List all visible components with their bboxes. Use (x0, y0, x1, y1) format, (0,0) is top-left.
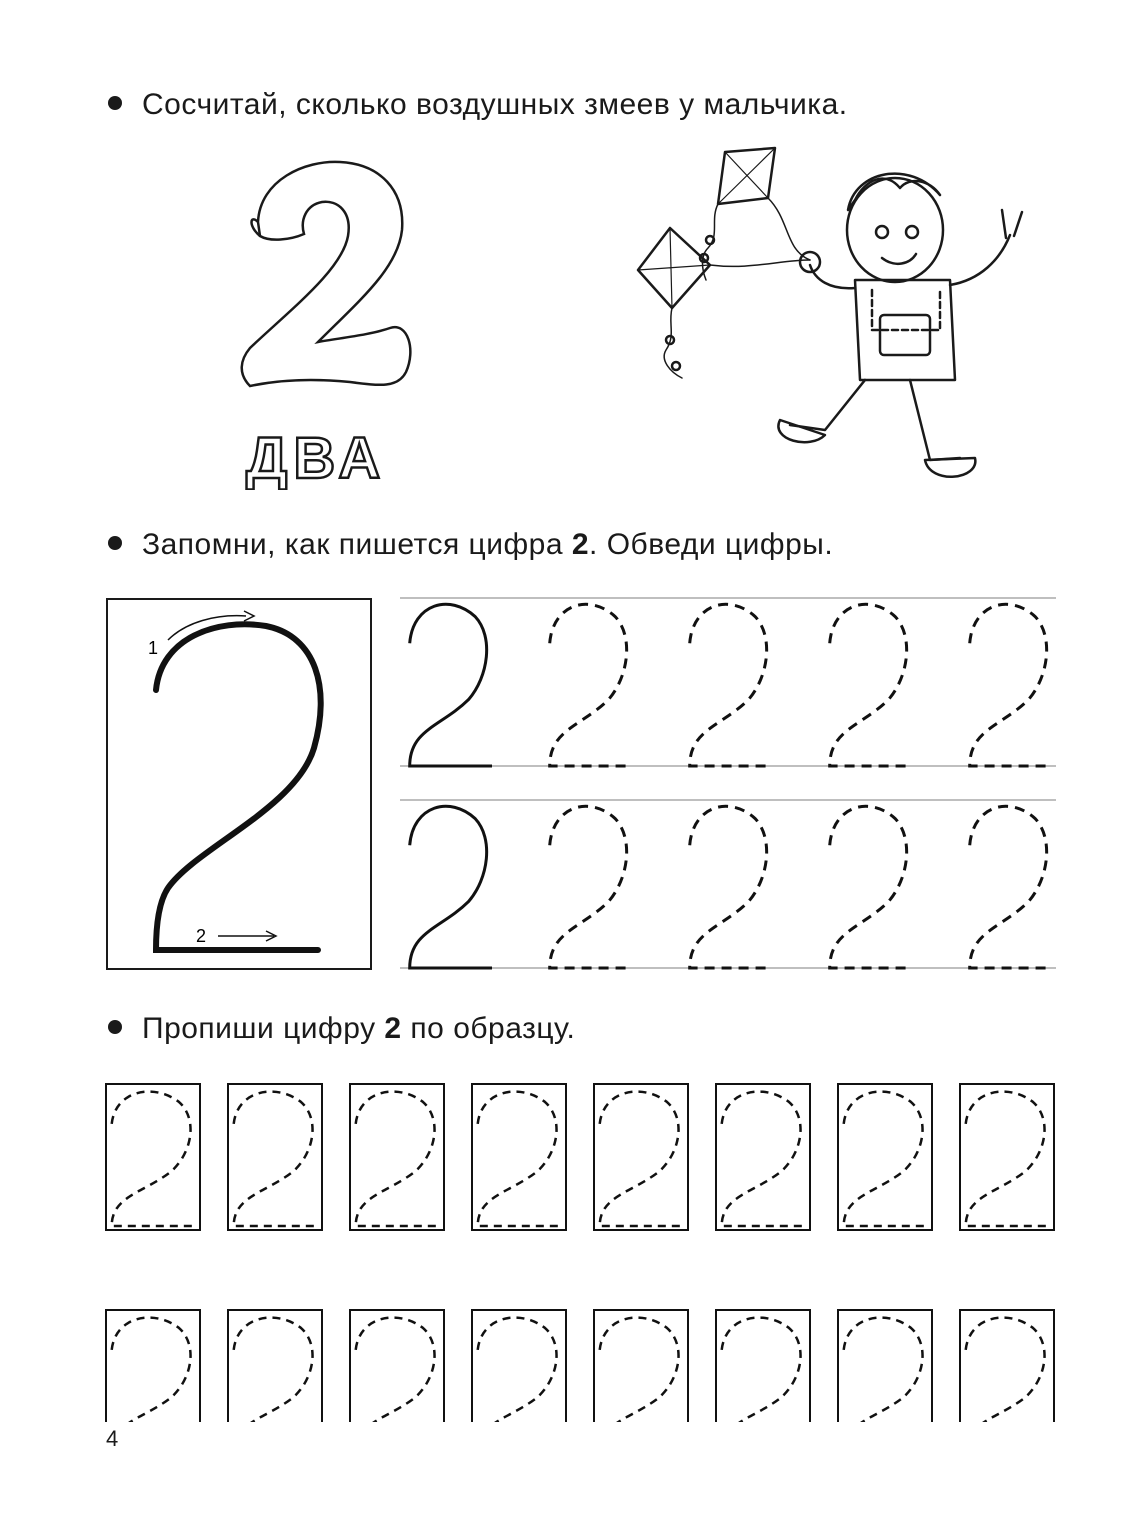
dashed-digit-2 (844, 1318, 928, 1422)
practice-box[interactable] (716, 1084, 810, 1230)
bullet-icon (108, 96, 122, 110)
practice-box[interactable] (472, 1084, 566, 1230)
practice-box[interactable] (228, 1310, 322, 1422)
practice-box-frame (594, 1310, 688, 1422)
practice-box[interactable] (228, 1084, 322, 1230)
practice-box-frame (960, 1310, 1054, 1422)
practice-box[interactable] (838, 1084, 932, 1230)
practice-box[interactable] (838, 1310, 932, 1422)
practice-box-frame (716, 1084, 810, 1230)
practice-box[interactable] (960, 1084, 1054, 1230)
dashed-digit-2[interactable] (830, 806, 912, 968)
dashed-digit-2 (844, 1092, 928, 1226)
dashed-digit-2 (600, 1092, 684, 1226)
practice-box[interactable] (350, 1084, 444, 1230)
dashed-digit-2 (478, 1092, 562, 1226)
dashed-digit-2[interactable] (550, 806, 632, 968)
practice-box-frame (594, 1084, 688, 1230)
dashed-digit-2 (356, 1092, 440, 1226)
dashed-digit-2 (600, 1318, 684, 1422)
dashed-digit-2[interactable] (970, 604, 1052, 766)
practice-box-frame (472, 1310, 566, 1422)
dashed-digit-2 (722, 1318, 806, 1422)
practice-box-frame (106, 1310, 200, 1422)
practice-box-frame (960, 1084, 1054, 1230)
practice-box[interactable] (472, 1310, 566, 1422)
practice-box-frame (838, 1084, 932, 1230)
word-dva (240, 420, 430, 490)
practice-box-frame (838, 1310, 932, 1422)
practice-box[interactable] (594, 1310, 688, 1422)
practice-box-frame (716, 1310, 810, 1422)
sample-digit-2 (410, 604, 492, 766)
word-dva-text: ДВА (246, 426, 387, 490)
dashed-digit-2 (966, 1318, 1050, 1422)
practice-box[interactable] (106, 1084, 200, 1230)
practice-box[interactable] (594, 1084, 688, 1230)
practice-box[interactable] (106, 1310, 200, 1422)
stroke-number-1: 1 (148, 638, 159, 658)
dashed-digit-2 (234, 1318, 318, 1422)
sample-digit-2 (410, 806, 492, 968)
dashed-digit-2[interactable] (690, 806, 772, 968)
dashed-digit-2 (722, 1092, 806, 1226)
practice-box-frame (350, 1310, 444, 1422)
practice-box-frame (228, 1084, 322, 1230)
dashed-digit-2 (356, 1318, 440, 1422)
bullet-icon (108, 536, 122, 550)
bullet-icon (108, 1020, 122, 1034)
practice-box-frame (472, 1084, 566, 1230)
dashed-digit-2 (478, 1318, 562, 1422)
instruction-write-digit: Пропиши цифру 2 по образцу. (108, 1012, 575, 1046)
dashed-digit-2 (112, 1092, 196, 1226)
practice-box[interactable] (350, 1310, 444, 1422)
dashed-digit-2[interactable] (970, 806, 1052, 968)
dashed-digit-2[interactable] (690, 604, 772, 766)
practice-box-frame (106, 1084, 200, 1230)
practice-box-frame (228, 1310, 322, 1422)
stroke-number-2: 2 (196, 926, 207, 946)
instruction-count-kites: Сосчитай, сколько воздушных змеев у мальчика. (108, 88, 848, 122)
dashed-digit-2 (966, 1092, 1050, 1226)
dashed-digit-2 (112, 1318, 196, 1422)
page-number: 4 (106, 1426, 119, 1451)
practice-box[interactable] (716, 1310, 810, 1422)
practice-boxes (104, 1082, 1064, 1422)
sample-digit-box (106, 598, 372, 970)
dashed-digit-2[interactable] (830, 604, 912, 766)
instruction-remember-digit: Запомни, как пишется цифра 2. Обведи цифры. (108, 528, 833, 562)
big-digit-illustration (230, 150, 440, 410)
tracing-rows (400, 590, 1060, 980)
dashed-digit-2[interactable] (550, 604, 632, 766)
practice-box[interactable] (960, 1310, 1054, 1422)
practice-box-frame (350, 1084, 444, 1230)
dashed-digit-2 (234, 1092, 318, 1226)
boy-with-kites-illustration (610, 140, 1040, 500)
